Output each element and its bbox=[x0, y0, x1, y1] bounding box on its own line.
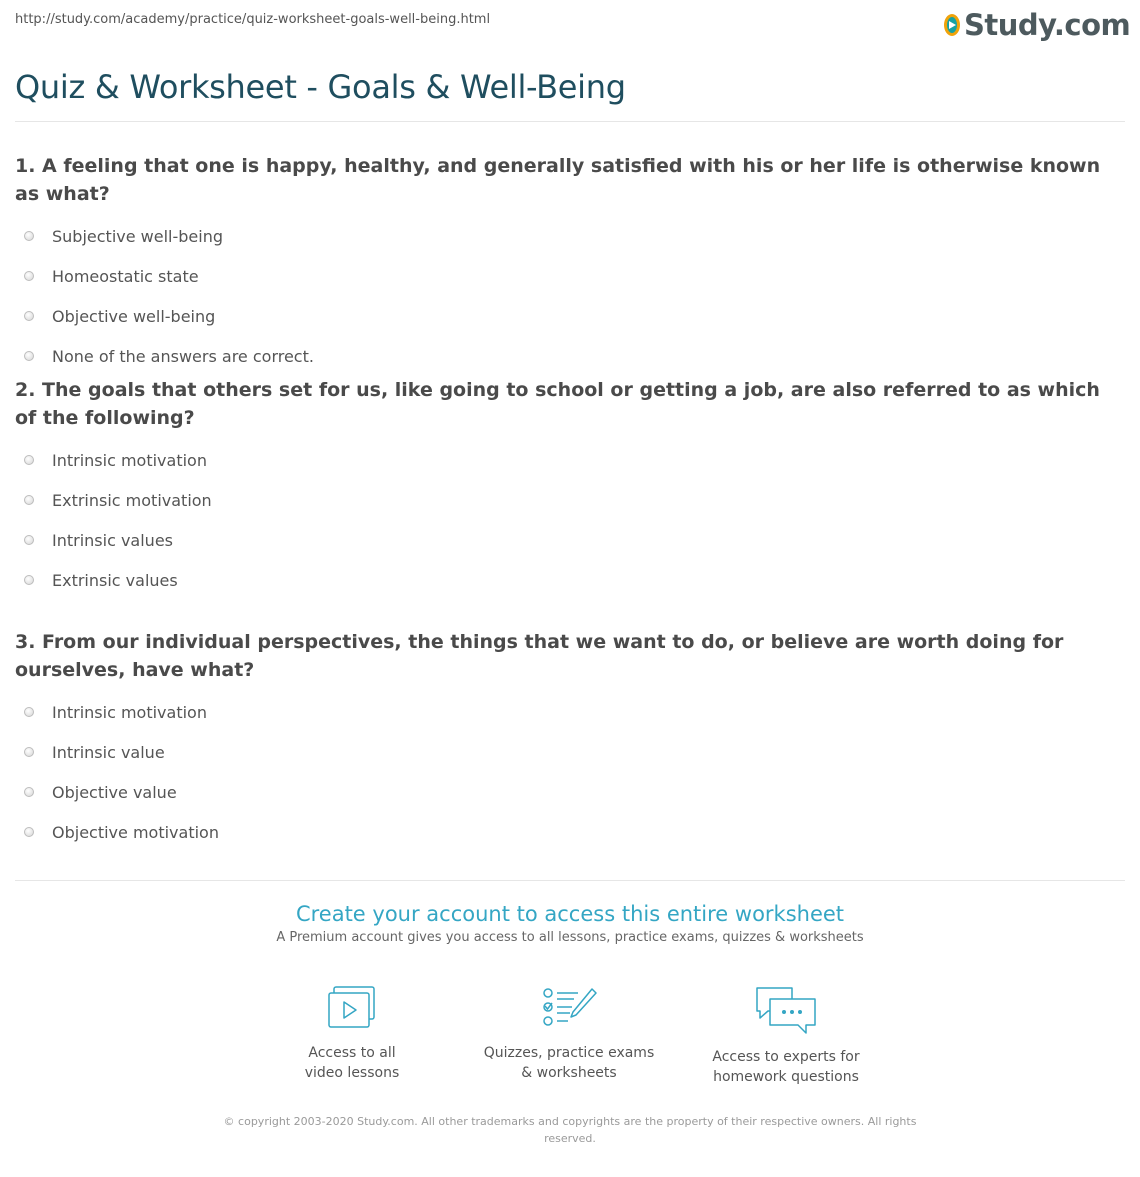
answer-label: Intrinsic motivation bbox=[52, 702, 207, 722]
quiz-checklist-icon bbox=[469, 985, 669, 1031]
answer-option[interactable] bbox=[15, 296, 1125, 336]
radio-icon[interactable] bbox=[24, 311, 34, 321]
page-title: Quiz & Worksheet - Goals & Well-Being bbox=[15, 68, 626, 106]
play-icon bbox=[944, 14, 960, 36]
cta-subtitle: A Premium account gives you access to all lessons, practice exams, quizzes & worksheets bbox=[276, 930, 864, 945]
answer-label: Intrinsic motivation bbox=[52, 450, 207, 470]
study-logo[interactable] bbox=[944, 8, 1131, 42]
divider bbox=[15, 880, 1125, 881]
answer-label: Extrinsic motivation bbox=[52, 490, 212, 510]
feature-quizzes bbox=[469, 985, 669, 1083]
question-text: 3. From our individual perspectives, the things that we want to do, or believe are worth doing for ourselves, have what? bbox=[15, 631, 1064, 681]
video-lesson-icon bbox=[252, 985, 452, 1031]
radio-icon[interactable] bbox=[24, 787, 34, 797]
answer-label: Subjective well-being bbox=[52, 226, 223, 246]
feature-label: Quizzes, practice exams & worksheets bbox=[483, 1045, 655, 1081]
answer-option[interactable] bbox=[15, 692, 1125, 732]
question-text: 1. A feeling that one is happy, healthy, and generally satisfied with his or her life is otherwise known as what? bbox=[15, 155, 1101, 205]
answer-option[interactable] bbox=[15, 520, 1125, 560]
answer-list bbox=[15, 440, 1125, 600]
answer-option[interactable] bbox=[15, 440, 1125, 480]
answer-label: Homeostatic state bbox=[52, 266, 199, 286]
radio-icon[interactable] bbox=[24, 231, 34, 241]
answer-label: Objective motivation bbox=[52, 822, 219, 842]
radio-icon[interactable] bbox=[24, 707, 34, 717]
radio-icon[interactable] bbox=[24, 535, 34, 545]
question-2 bbox=[15, 376, 1125, 600]
answer-option[interactable] bbox=[15, 480, 1125, 520]
feature-label: Access to all video lessons bbox=[304, 1045, 400, 1081]
radio-icon[interactable] bbox=[24, 271, 34, 281]
logo-text: Study.com bbox=[964, 8, 1131, 42]
chat-bubbles-icon bbox=[686, 985, 886, 1035]
cta-title-link[interactable]: Create your account to access this entire worksheet bbox=[295, 902, 845, 926]
radio-icon[interactable] bbox=[24, 455, 34, 465]
radio-icon[interactable] bbox=[24, 827, 34, 837]
radio-icon[interactable] bbox=[24, 575, 34, 585]
page-url: http://study.com/academy/practice/quiz-worksheet-goals-well-being.html bbox=[15, 12, 491, 27]
answer-label: Extrinsic values bbox=[52, 570, 178, 590]
signup-cta bbox=[15, 902, 1125, 945]
answer-label: Objective well-being bbox=[52, 306, 216, 326]
answer-option[interactable] bbox=[15, 560, 1125, 600]
question-text: 2. The goals that others set for us, like going to school or getting a job, are also referred to as which of the following? bbox=[15, 379, 1100, 429]
radio-icon[interactable] bbox=[24, 495, 34, 505]
answer-label: None of the answers are correct. bbox=[52, 346, 314, 366]
answer-option[interactable] bbox=[15, 216, 1125, 256]
feature-video-lessons bbox=[252, 985, 452, 1083]
answer-option[interactable] bbox=[15, 772, 1125, 812]
divider bbox=[15, 121, 1125, 122]
answer-label: Intrinsic value bbox=[52, 742, 165, 762]
copyright-text: © copyright 2003-2020 Study.com. All other trademarks and copyrights are the property of their respective owners. All rights reserved. bbox=[223, 1115, 917, 1145]
answer-list bbox=[15, 692, 1125, 852]
radio-icon[interactable] bbox=[24, 747, 34, 757]
answer-label: Intrinsic values bbox=[52, 530, 173, 550]
feature-label: Access to experts for homework questions bbox=[712, 1049, 860, 1085]
answer-option[interactable] bbox=[15, 336, 1125, 376]
feature-experts bbox=[686, 985, 886, 1087]
answer-option[interactable] bbox=[15, 256, 1125, 296]
question-3 bbox=[15, 628, 1125, 852]
answer-option[interactable] bbox=[15, 732, 1125, 772]
radio-icon[interactable] bbox=[24, 351, 34, 361]
answer-label: Objective value bbox=[52, 782, 177, 802]
question-1 bbox=[15, 152, 1125, 376]
answer-list bbox=[15, 216, 1125, 376]
feature-list bbox=[15, 985, 1125, 1095]
answer-option[interactable] bbox=[15, 812, 1125, 852]
